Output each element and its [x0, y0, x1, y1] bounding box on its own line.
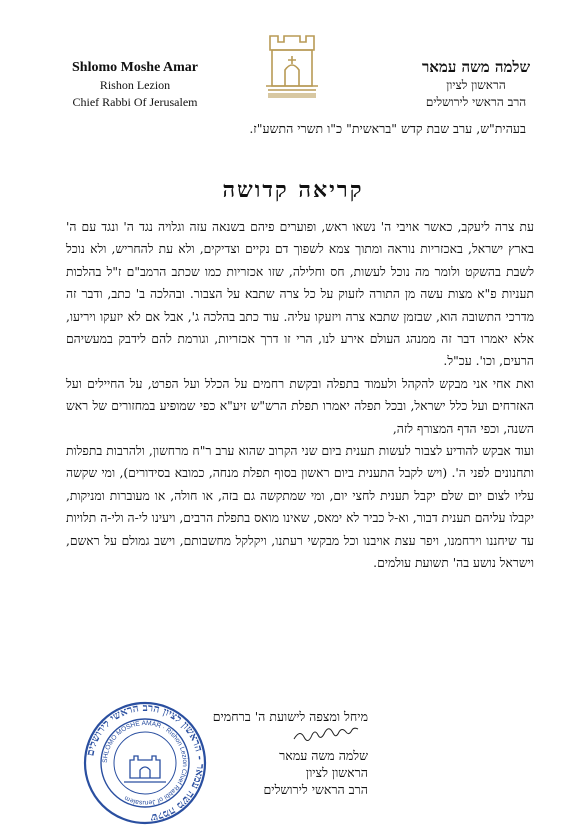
date-line: בעהית"ש, ערב שבת קדש "בראשית" כ"ו תשרי התשע"ז. [249, 121, 526, 136]
rabbi-title-english-1: Rishon Lezion [99, 78, 171, 92]
paragraph: ואת אחי אני מבקש להקהל ולעמוד בתפלה ובקשת רחמים על הכלל ועל הפרט, על החיילים ועל האזרחים ועל כלל ישראל, ובכל תפלה יאמרו תפלת הרש"ש זיע"א כפי שמופיע במחזורים של ראש השנה, וכפי הדף המצורף לזה, [66, 376, 534, 436]
rabbi-name-english: Shlomo Moshe Amar [72, 60, 198, 75]
rabbi-title-hebrew-1: הראשון לציון [446, 78, 506, 92]
rabbi-title-hebrew-2: הרב הראשי לירושלים [425, 95, 527, 109]
rabbi-name-hebrew: שלמה משה עמאר [421, 58, 531, 76]
handwritten-signature-icon [198, 725, 368, 747]
paragraph: עת צרה ליעקב, כאשר אויבי ה' נשאו ראש, ופוערים פיהם בשנאה עזה וגלויה נגד ה' ונגד עם ה' בארץ ישראל, באכזריות נוראה ומתוך צמא לשפוך דם נקיים וצדיקים, ולא עת להחריש, ולא נוכל לשבת בהשקט ולומר מה נוכל לעשות, חס וחלילה, שזו אכזריות כמו שכתב הרמב"ם ז"ל בהלכות תעניות פ"א מצות עשה מן התורה לזעוק על כל צרה שתבא על הצבור. ובהלכה ב' כתב, ודבר זה מדרכי התשובה הוא, שבזמן שתבא צרה ויזעקו עליה. עוד כתב בהלכה ג', אבל אם לא יזעקו ויריעו, אלא יאמרו דבר זה ממנהג העולם אירע לנו, הרי זו דרך אכזריות, וגורמת להם לידבק במעשיהם הרעים, וכו'. עכ"ל. [66, 220, 534, 369]
letterhead-hebrew [386, 57, 566, 111]
closing-block [198, 708, 368, 798]
svg-text:שלמה משה עמאר - הראשון לציון ה: שלמה משה עמאר - הראשון לציון הרב הראשי לירושלים [84, 701, 207, 824]
paragraph: ועוד אבקש להודיע לצבור לעשות תענית ביום שני הקרוב שהוא ערב ר"ח מרחשון, ולהרבות בתפלות ותחנונים לפני ה'. (ויש לקבל התענית ביום ראשון בסוף תפלת מנחה, כמובא בסידורים), ומי שקשה עליו לצום יום שלם יקבל תענית לחצי יום, ומי שמתקשה גם בזה, או חולה, או מעוברות ומניקות, יקבלו עליהם תענית דבור, וא-ל כביר לא ימאס, שאינו מואס בתפלת הרבים, ויעינו לי-ה ולי-ה תלויות עד שיחננו וירחמנו, ויפר עצת אויבנו וכל מבקשי רעתנו, ויקלקל מחשבותם, וישב גמולם על ראשם, וישראל נושע בה' תשועת עולמים. [66, 444, 534, 571]
letterhead-english [60, 59, 210, 111]
jerusalem-tower-emblem-icon [262, 30, 322, 102]
rabbi-title-english-2: Chief Rabbi Of Jerusalem [72, 95, 198, 109]
official-round-seal-icon [82, 700, 208, 826]
closing-title-2: הרב הראשי לירושלים [263, 782, 368, 797]
closing-title-1: הראשון לציון [305, 765, 368, 780]
letter-body [66, 216, 534, 575]
page-title: קריאה קדושה [222, 177, 364, 203]
svg-text:SHLOMO MOSHE AMAR · Rishon Lez: SHLOMO MOSHE AMAR · Rishon Lezion Chief Rabbi of Jerusalem [101, 719, 189, 807]
closing-name: שלמה משה עמאר [279, 748, 368, 763]
closing-blessing: מיחל ומצפה לישועת ה' ברחמים [212, 709, 368, 724]
